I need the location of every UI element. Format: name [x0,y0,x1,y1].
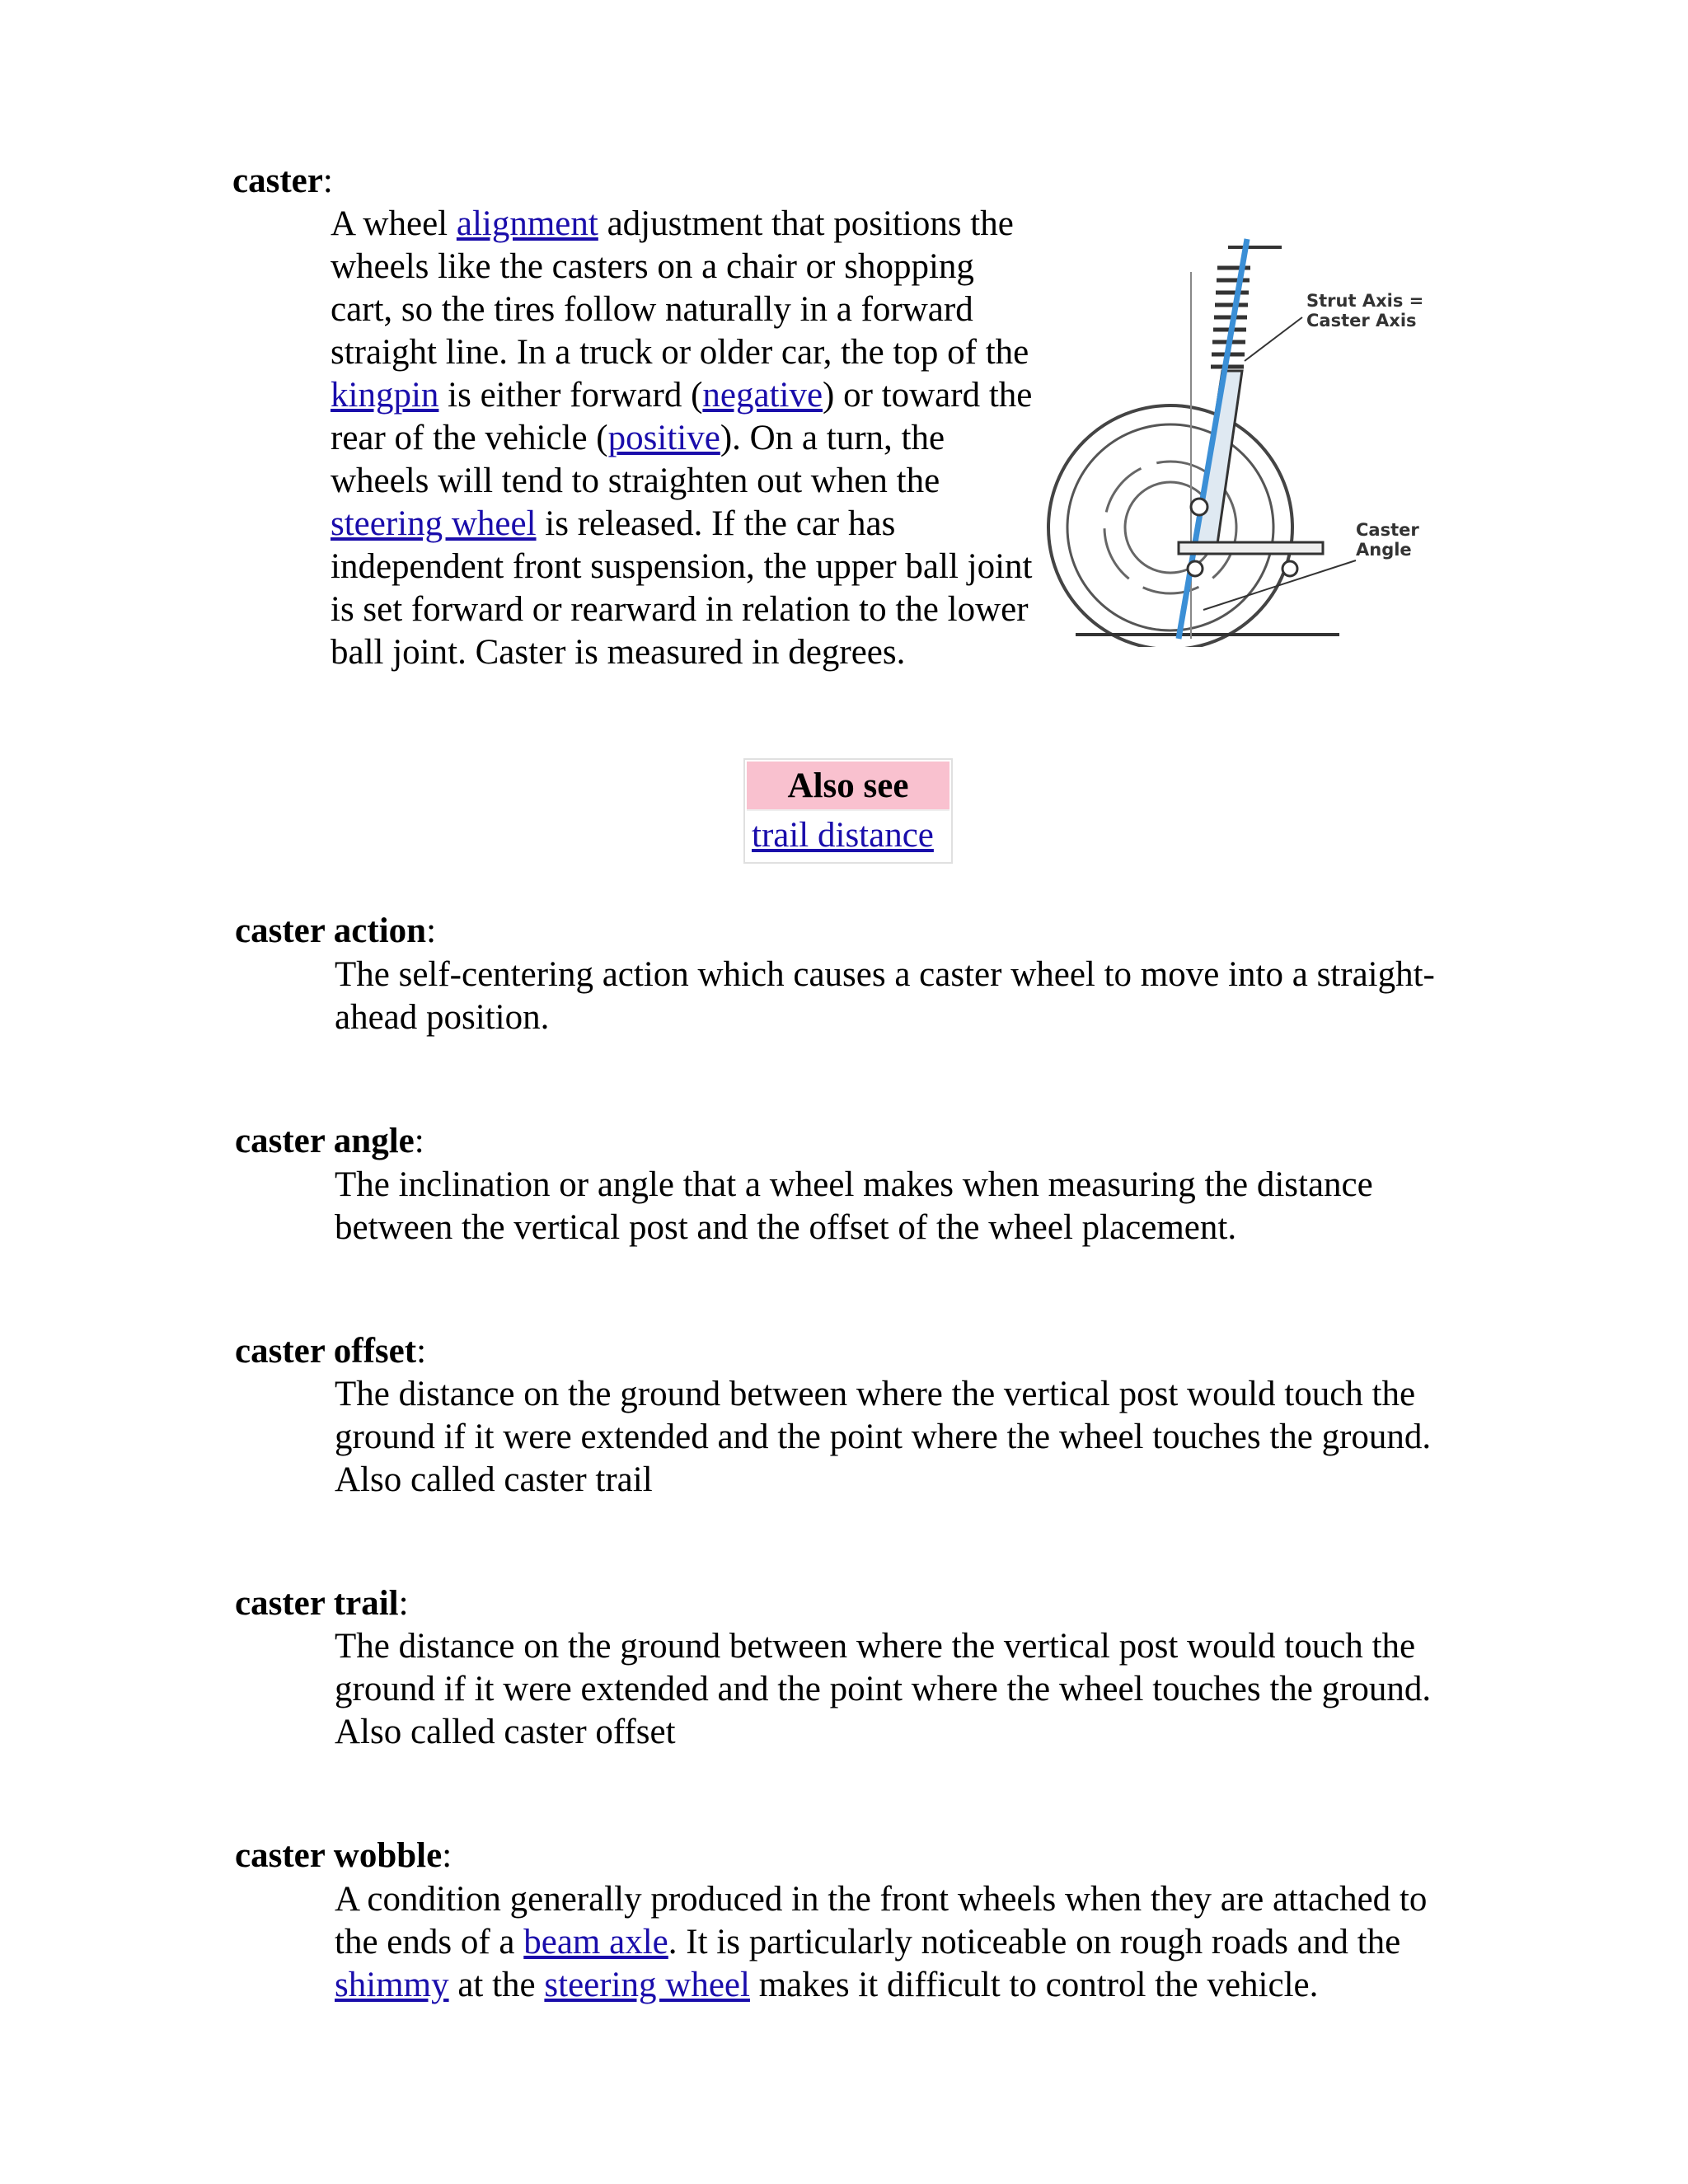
ball-joint-left [1188,561,1203,576]
term-colon: : [398,1584,409,1623]
label-strut-axis-line1: Strut Axis = [1306,291,1424,311]
term-caster-angle [235,1120,424,1163]
definition-text: at the [448,1966,545,2004]
link-steering-wheel[interactable]: steering wheel [331,504,537,543]
term-colon: : [414,1122,424,1160]
definition-caster-angle: The inclination or angle that a wheel makes when measuring the distance between the vertical post and the offset of the wheel placement. [335,1165,1373,1247]
link-steering-wheel[interactable]: steering wheel [544,1966,750,2004]
definition-text: ). On a turn, the wheels will tend to straighten out when the [331,419,945,500]
definition-caster-action: The self-centering action which causes a caster wheel to move into a straight-ahead position. [335,955,1435,1037]
definition-caster-offset: The distance on the ground between where the vertical post would touch the ground if it were extended and the point where the wheel touches the ground. Also called caster trail [335,1375,1432,1499]
term-caster-wobble [235,1835,452,1877]
label-caster-angle-line1: Caster [1356,520,1419,540]
term-caster [232,160,333,203]
term-caster-action [235,910,436,953]
also-see-cell [747,809,950,860]
term-colon: : [322,162,333,200]
knuckle-pivot [1191,499,1207,515]
definition-text: . It is particularly noticeable on rough roads and the [668,1923,1401,1961]
term-caster-angle-label: caster angle [235,1122,415,1160]
term-caster-offset [235,1330,426,1373]
definition-caster-wobble [335,1878,1472,2007]
term-colon: : [426,912,437,950]
link-shimmy[interactable]: shimmy [335,1966,449,2004]
definition-text: makes it difficult to control the vehicle. [749,1966,1319,2004]
strut-axis-pointer [1245,317,1302,361]
caster-angle-pointer [1203,560,1356,610]
definition-text: adjustment that positions the wheels like the casters on a chair or shopping cart, so the tires follow naturally in a forward straight line. In a truck or older car, the top of the [331,204,1029,372]
wheel-tire-inner [1067,424,1273,630]
term-caster-trail-label: caster trail [235,1584,399,1623]
link-positive[interactable]: positive [607,419,720,457]
term-caster-trail [235,1582,409,1625]
definition-text: A wheel [331,204,457,243]
definition-text: A condition generally produced in the front wheels when they are attached to the ends of a [335,1880,1428,1961]
link-trail-distance[interactable]: trail distance [752,816,934,855]
link-alignment[interactable]: alignment [456,204,598,243]
also-see-header: Also see [747,762,950,809]
link-beam-axle[interactable]: beam axle [523,1923,668,1961]
definition-text: is either forward ( [438,376,703,415]
label-strut-axis-line2: Caster Axis [1306,311,1417,330]
term-caster-label: caster [232,162,323,200]
term-caster-action-label: caster action [235,912,427,950]
definition-caster-trail: The distance on the ground between where the vertical post would touch the ground if it were extended and the point where the wheel touches the ground. Also called caster offset [335,1627,1432,1751]
term-caster-offset-label: caster offset [235,1332,417,1371]
also-see-box [743,758,953,864]
link-kingpin[interactable]: kingpin [331,376,439,415]
definition-caster [331,203,1039,674]
definition-text: ) or toward the rear of the vehicle ( [331,376,1033,457]
ball-joint-right [1282,561,1297,576]
definition-text: is released. If the car has independent front suspension, the upper ball joint is set forward or rearward in relation to the lower ball joint. Caster is measured in degrees. [331,504,1033,672]
link-negative[interactable]: negative [702,376,823,415]
label-caster-angle-line2: Angle [1356,540,1412,560]
term-colon: : [442,1836,452,1875]
wheel-tire-outer [1048,405,1292,647]
lower-control-arm [1179,542,1323,554]
strut-caster-axis-line [1179,239,1247,639]
term-colon: : [416,1332,427,1371]
term-caster-wobble-label: caster wobble [235,1836,443,1875]
caster-diagram-figure [1026,223,1455,647]
